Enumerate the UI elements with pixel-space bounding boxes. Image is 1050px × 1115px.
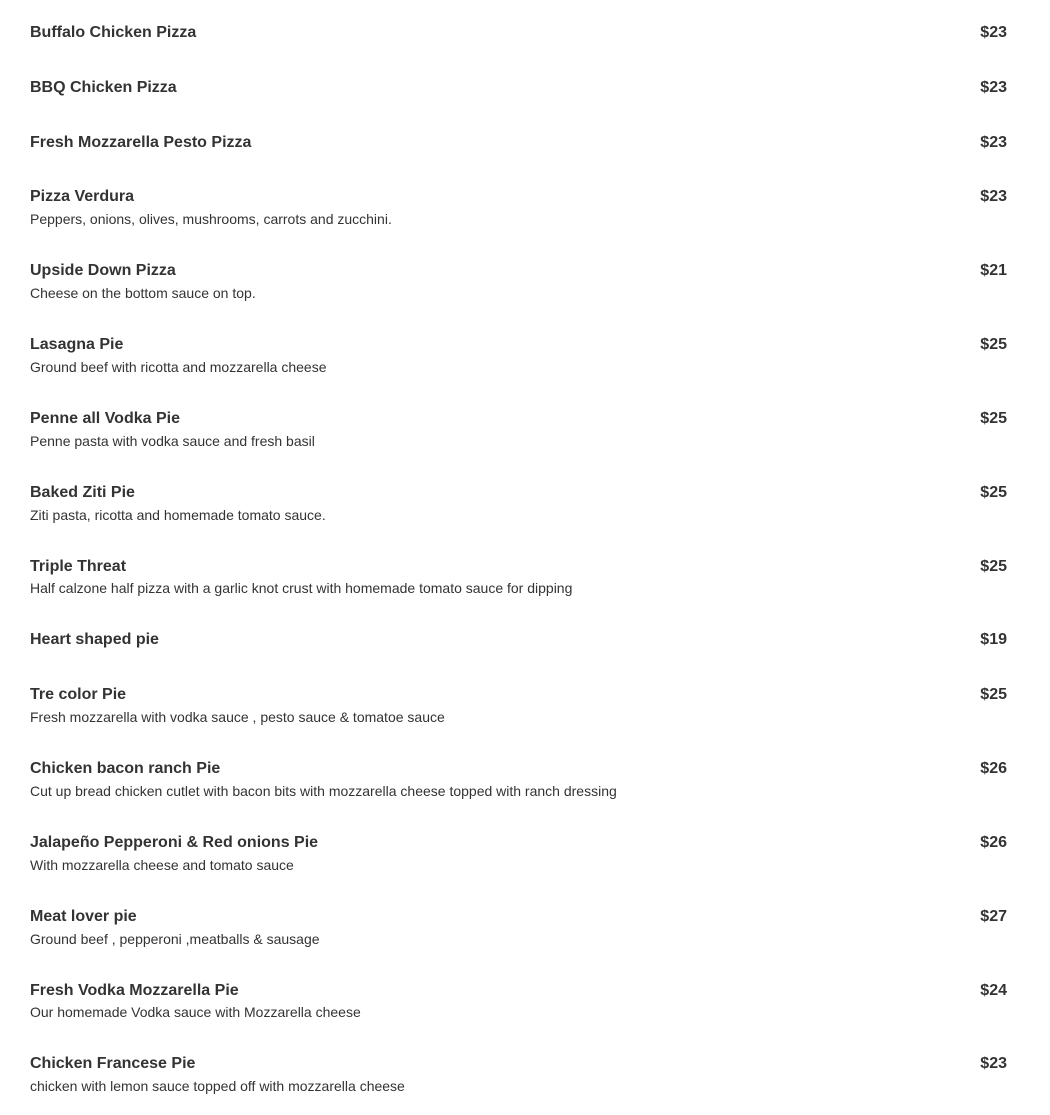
item-price: $21 [980,262,1007,279]
item-name: Meat lover pie [30,908,137,925]
item-name: Fresh Mozzarella Pesto Pizza [30,134,252,151]
item-price: $26 [980,834,1007,851]
item-name: Triple Threat [30,558,127,575]
item-description: Cut up bread chicken cutlet with bacon bits with mozzarella cheese topped with ranch dressing [30,783,617,799]
item-name: Lasagna Pie [30,336,124,353]
item-description: Penne pasta with vodka sauce and fresh basil [30,433,315,449]
item-price: $25 [980,686,1007,703]
item-description: Half calzone half pizza with a garlic knot crust with homemade tomato sauce for dipping [30,580,573,596]
item-description: Fresh mozzarella with vodka sauce , pesto sauce & tomatoe sauce [30,709,445,725]
item-price: $26 [980,760,1007,777]
item-name: Chicken bacon ranch Pie [30,760,221,777]
item-name: Chicken Francese Pie [30,1055,196,1072]
item-price: $25 [980,410,1007,427]
item-name: Fresh Vodka Mozzarella Pie [30,982,239,999]
item-name: BBQ Chicken Pizza [30,79,177,96]
item-price: $24 [980,982,1007,999]
item-price: $25 [980,336,1007,353]
item-name: Pizza Verdura [30,188,135,205]
item-price: $23 [980,1055,1007,1072]
item-description: Ground beef with ricotta and mozzarella cheese [30,359,327,375]
item-description: With mozzarella cheese and tomato sauce [30,857,294,873]
item-price: $19 [980,631,1007,648]
item-price: $27 [980,908,1007,925]
item-name: Jalapeño Pepperoni & Red onions Pie [30,834,319,851]
item-description: Cheese on the bottom sauce on top. [30,285,256,301]
item-price: $23 [980,79,1007,96]
item-name: Baked Ziti Pie [30,484,135,501]
item-name: Tre color Pie [30,686,127,703]
item-name: Buffalo Chicken Pizza [30,24,197,41]
item-name: Heart shaped pie [30,631,159,648]
item-name: Penne all Vodka Pie [30,410,180,427]
item-description: Peppers, onions, olives, mushrooms, carrots and zucchini. [30,211,392,227]
item-price: $23 [980,134,1007,151]
item-price: $25 [980,558,1007,575]
item-name: Upside Down Pizza [30,262,176,279]
item-price: $23 [980,188,1007,205]
item-description: Ground beef , pepperoni ,meatballs & sausage [30,931,320,947]
item-price: $23 [980,24,1007,41]
item-description: chicken with lemon sauce topped off with mozzarella cheese [30,1078,405,1094]
item-description: Ziti pasta, ricotta and homemade tomato sauce. [30,507,326,523]
item-price: $25 [980,484,1007,501]
item-description: Our homemade Vodka sauce with Mozzarella cheese [30,1004,361,1020]
